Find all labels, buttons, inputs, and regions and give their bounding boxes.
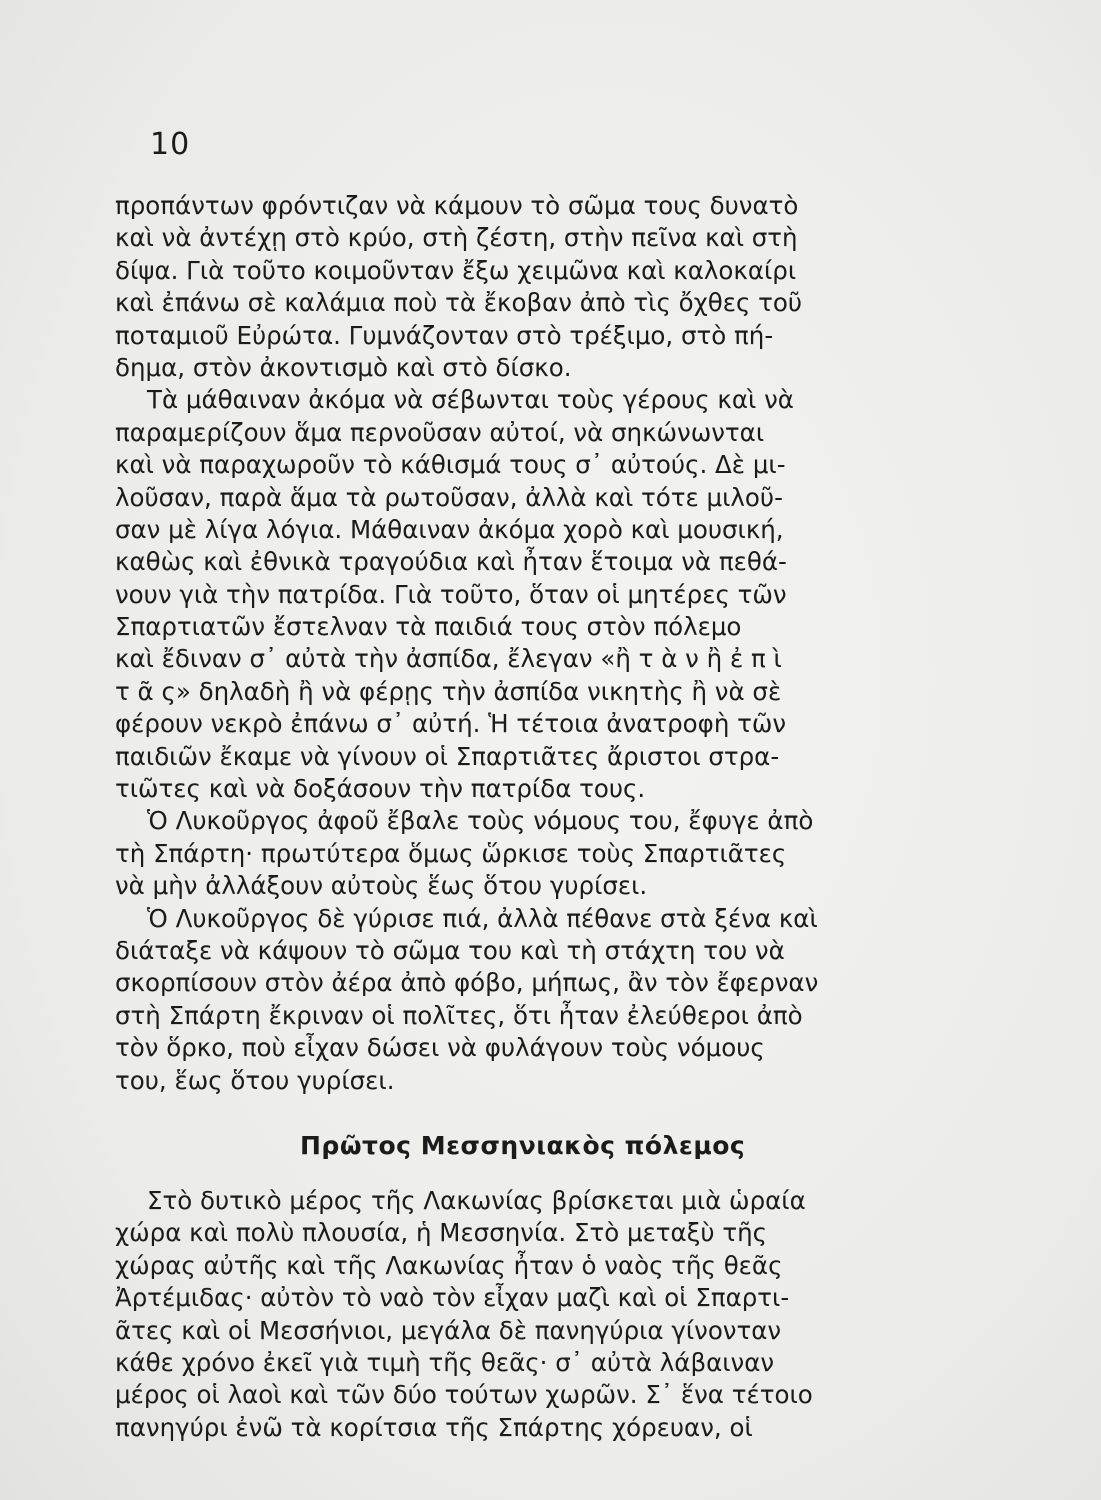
text-line: καὶ ἔδιναν σ᾽ αὐτὰ τὴν ἀσπίδα, ἔλεγαν «ἢ τ ὰ ν ἢ ἐ π ὶ [115,644,782,674]
paragraph [115,190,1030,384]
text-line: καθὼς καὶ ἐθνικὰ τραγούδια καὶ ἦταν ἕτοιμα νὰ πεθά- [115,547,787,577]
text-line: τ ᾶ ς» δηλαδὴ ἢ νὰ φέρῃς τὴν ἀσπίδα νικητὴς ἢ νὰ σὲ [115,676,782,706]
paragraph [115,1185,1030,1444]
text-line: ᾶτες καὶ οἱ Μεσσήνιοι, μεγάλα δὲ πανηγύρια γίνονταν [115,1315,782,1345]
text-line: φέρουν νεκρὸ ἐπάνω σ᾽ αὐτή. Ἡ τέτοια ἀνατροφὴ τῶν [115,709,787,739]
text-line: νὰ μὴν ἀλλάξουν αὐτοὺς ἕως ὅτου γυρίσει. [115,871,648,901]
paragraph [115,903,1030,1097]
text-line: κάθε χρόνο ἐκεῖ γιὰ τιμὴ τῆς θεᾶς· σ᾽ αὐτὰ λάβαιναν [115,1347,775,1377]
text-after-heading [115,1185,1030,1444]
text-line: δημα, στὸν ἀκοντισμὸ καὶ στὸ δίσκο. [115,352,572,382]
text-line: διάταξε νὰ κάψουν τὸ σῶμα του καὶ τὴ στάχτη του νὰ [115,935,785,965]
text-line: Σπαρτιατῶν ἔστελναν τὰ παιδιά τους στὸν πόλεμο [115,612,742,642]
text-line: Τὰ μάθαιναν ἀκόμα νὰ σέβωνται τοὺς γέρους καὶ νὰ [147,385,794,415]
text-line: πανηγύρι ἐνῶ τὰ κορίτσια τῆς Σπάρτης χόρευαν, οἱ [115,1412,753,1442]
text-line: προπάντων φρόντιζαν νὰ κάμουν τὸ σῶμα τους δυνατὸ [115,191,799,220]
text-line: νουν γιὰ τὴν πατρίδα. Γιὰ τοῦτο, ὅταν οἱ μητέρες τῶν [115,579,787,609]
text-line: Ὁ Λυκοῦργος ἀφοῦ ἔβαλε τοὺς νόμους του, ἔφυγε ἀπὸ [147,806,814,836]
text-line: δίψα. Γιὰ τοῦτο κοιμοῦνταν ἔξω χειμῶνα καὶ καλοκαίρι [115,255,797,285]
text-line: χώρας αὐτῆς καὶ τῆς Λακωνίας ἦταν ὁ ναὸς τῆς θεᾶς [115,1250,783,1280]
text-line: Ὁ Λυκοῦργος δὲ γύρισε πιά, ἀλλὰ πέθανε στὰ ξένα καὶ [147,903,818,933]
paragraph [115,805,1030,902]
text-line: καὶ ἐπάνω σὲ καλάμια ποὺ τὰ ἔκοβαν ἀπὸ τὶς ὄχθες τοῦ [115,288,803,318]
text-line: του, ἕως ὅτου γυρίσει. [115,1065,395,1095]
text-line: ποταμιοῦ Εὐρώτα. Γυμνάζονταν στὸ τρέξιμο, στὸ πή- [115,320,774,350]
text-line: σαν μὲ λίγα λόγια. Μάθαιναν ἀκόμα χορὸ καὶ μουσική, [115,514,784,544]
paragraph [115,384,1030,805]
text-line: Ἀρτέμιδας· αὐτὸν τὸ ναὸ τὸν εἶχαν μαζὶ καὶ οἱ Σπαρτι- [115,1283,790,1313]
section-heading: Πρῶτος Μεσσηνιακὸς πόλεμος [300,1131,746,1160]
text-line: παραμερίζουν ἅμα περνοῦσαν αὐτοί, νὰ σηκώνωνται [115,417,765,447]
text-line: Στὸ δυτικὸ μέρος τῆς Λακωνίας βρίσκεται μιὰ ὡραία [147,1186,806,1215]
text-line: τὴ Σπάρτη· πρωτύτερα ὅμως ὥρκισε τοὺς Σπαρτιᾶτες [115,838,787,868]
text-line: σκορπίσουν στὸν ἀέρα ἀπὸ φόβο, μήπως, ἂν τὸν ἔφερναν [115,968,819,998]
text-line: καὶ νὰ παραχωροῦν τὸ κάθισμά τους σ᾽ αὐτούς. Δὲ μι- [115,450,786,480]
text-line: μέρος οἱ λαοὶ καὶ τῶν δύο τούτων χωρῶν. Σ᾽ ἕνα τέτοιο [115,1380,813,1410]
text-line: τιῶτες καὶ νὰ δοξάσουν τὴν πατρίδα τους. [115,774,646,804]
text-line: παιδιῶν ἔκαμε νὰ γίνουν οἱ Σπαρτιᾶτες ἄριστοι στρα- [115,741,780,771]
page-number: 10 [150,127,191,162]
text-line: χώρα καὶ πολὺ πλουσία, ἡ Μεσσηνία. Στὸ μεταξὺ τῆς [115,1218,767,1248]
text-line: καὶ νὰ ἀντέχῃ στὸ κρύο, στὴ ζέστη, στὴν πεῖνα καὶ στὴ [115,223,798,253]
text-line: λοῦσαν, παρὰ ἅμα τὰ ρωτοῦσαν, ἀλλὰ καὶ τότε μιλοῦ- [115,482,783,512]
text-line: τὸν ὅρκο, ποὺ εἶχαν δώσει νὰ φυλάγουν τοὺς νόμους [115,1033,765,1063]
text-before-heading [115,190,1030,1097]
text-line: στὴ Σπάρτη ἔκριναν οἱ πολῖτες, ὅτι ἦταν ἐλεύθεροι ἀπὸ [115,1000,803,1030]
